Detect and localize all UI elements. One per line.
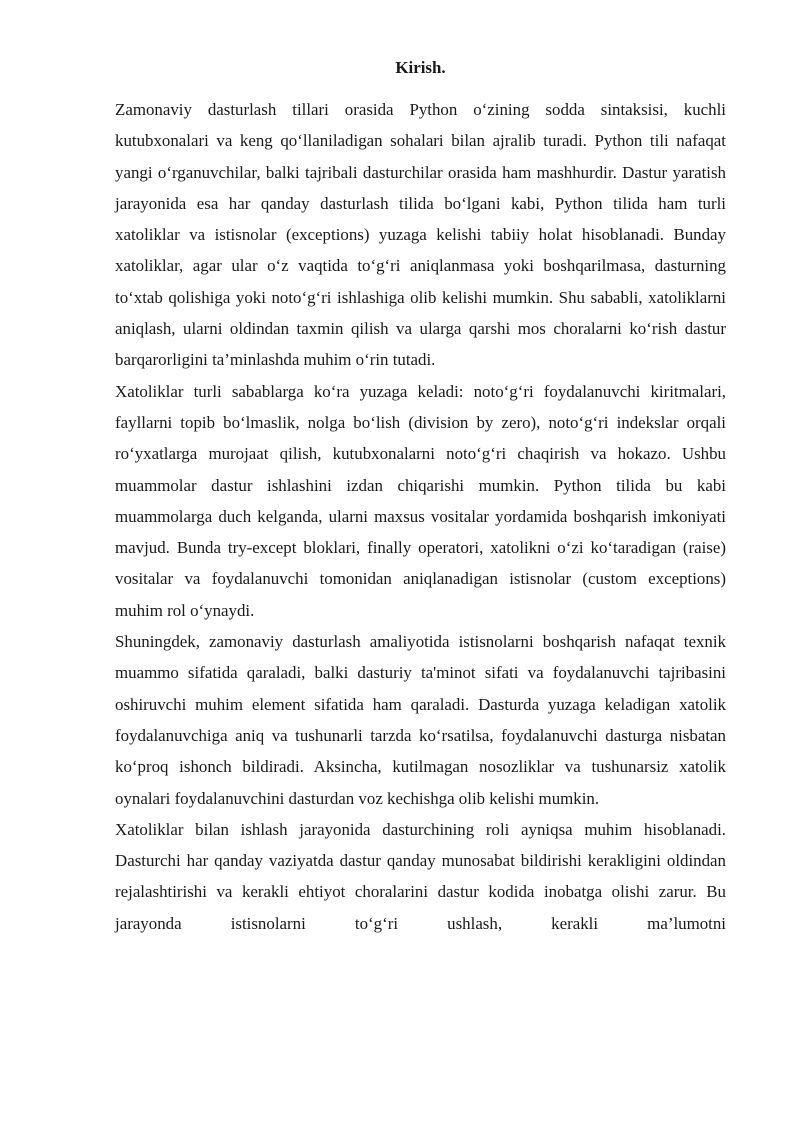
paragraph-1: Zamonaviy dasturlash tillari orasida Python o‘zining sodda sintaksisi, kuchli kutubxonalari va keng qo‘llaniladigan sohalari bilan ajralib turadi. Python tili nafaqat yangi o‘rganuvchilar, balki tajribali dasturchilar orasida ham mashhurdir. Dastur yaratish jarayonida esa har qanday dasturlash tilida bo‘lgani kabi, Python tilida ham turli xatoliklar va istisnolar (exceptions) yuzaga kelishi tabiiy holat hisoblanadi. Bunday xatoliklar, agar ular o‘z vaqtida to‘g‘ri aniqlanmasa yoki boshqarilmasa, dasturning to‘xtab qolishiga yoki noto‘g‘ri ishlashiga olib kelishi mumkin. Shu sababli, xatoliklarni aniqlash, ularni oldindan taxmin qilish va ularga qarshi mos choralarni ko‘rish dastur barqarorligini ta’minlashda muhim o‘rin tutadi. bbox=[115, 100, 726, 370]
paragraph-3: Shuningdek, zamonaviy dasturlash amaliyotida istisnolarni boshqarish nafaqat texnik muammo sifatida qaraladi, balki dasturiy ta'minot sifati va foydalanuvchi tajribasini oshiruvchi muhim element sifatida ham qaraladi. Dasturda yuzaga keladigan xatolik foydalanuvchiga aniq va tushunarli tarzda ko‘rsatilsa, foydalanuvchi dasturga nisbatan ko‘proq ishonch bildiradi. Aksincha, kutilmagan nosozliklar va tushunarsiz xatolik oynalari foydalanuvchini dasturdan voz kechishga olib kelishi mumkin. bbox=[115, 632, 726, 808]
document-title: Kirish. bbox=[395, 58, 446, 77]
paragraph-2: Xatoliklar turli sabablarga ko‘ra yuzaga keladi: noto‘g‘ri foydalanuvchi kiritmalari, fayllarni topib bo‘lmaslik, nolga bo‘lish (division by zero), noto‘g‘ri indekslar orqali ro‘yxatlarga murojaat qilish, kutubxonalarni noto‘g‘ri chaqirish va hokazo. Ushbu muammolar dastur ishlashini izdan chiqarishi mumkin. Python tilida bu kabi muammolarga duch kelganda, ularni maxsus vositalar yordamida boshqarish imkoniyati mavjud. Bunda try-except bloklari, finally operatori, xatolikni o‘zi ko‘taradigan (raise) vositalar va foydalanuvchi tomonidan aniqlanadigan istisnolar (custom exceptions) muhim rol o‘ynaydi. bbox=[115, 381, 726, 620]
document-page bbox=[115, 56, 726, 939]
paragraph-4: Xatoliklar bilan ishlash jarayonida dasturchining roli ayniqsa muhim hisoblanadi. Dasturchi har qanday vaziyatda dastur qanday munosabat bildirishi kerakligini oldindan rejalashtirishi va kerakli ehtiyot choralarini dastur kodida inobatga olishi zarur. Bu jarayonda istisnolarni to‘g‘ri ushlash, kerakli ma’lumotni bbox=[115, 819, 726, 933]
